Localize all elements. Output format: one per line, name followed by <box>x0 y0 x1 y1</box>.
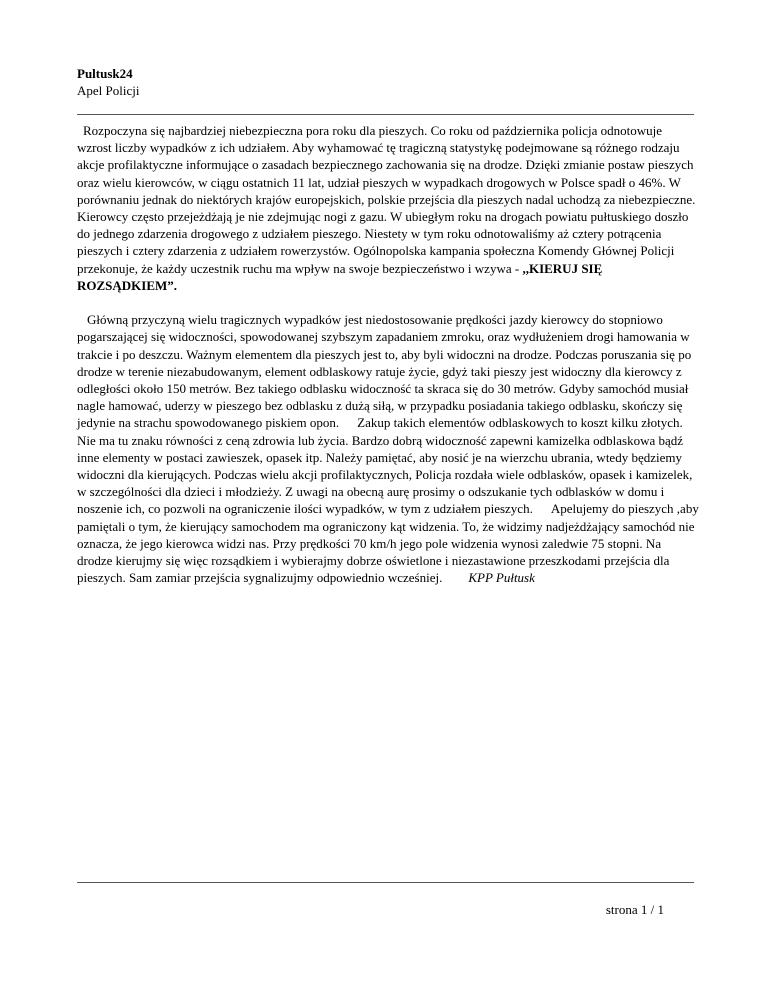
article-subtitle: Apel Policji <box>77 83 140 98</box>
site-name: Pultusk24 <box>77 66 133 81</box>
campaign-slogan: ,,KIERUJ SIĘ ROZSĄDKIEM”. <box>77 260 603 293</box>
paragraph-2-part-3: Apelujemy do pieszych ,aby pamiętali o tym, że kierujący samochodem ma ograniczony kąt widzenia. To, że widzimy nadjeżdżający samochód nie oznacza, że jego kierowca widzi nas. Przy prędkości 70 km/h jego pole widzenia wynosi zaledwie 75 stopni. Na drodze kierujmy się więc rozsądkiem i wybierajmy dobrze oświetlone i niezastawione przeszkodami przejścia dla pieszych. Sam zamiar przejścia sygnalizujmy odpowiednio wcześniej. <box>77 501 699 586</box>
header-divider <box>77 114 694 115</box>
article-body <box>77 122 699 586</box>
paragraph-2-part-2: Zakup takich elementów odblaskowych to koszt kilku złotych. Nie ma tu znaku równości z ceną zdrowia lub życia. Bardzo dobrą widoczność zapewni kamizelka odblaskowa bądź inne elementy w postaci zawieszek, opasek itp. Należy pamiętać, aby nosić je na wierzchu ubrania, wtedy będziemy widoczni dla kierujących. Podczas wielu akcji profilaktycznych, Policja rozdała wiele odblasków, opasek i kamizelek, w szczególności dla dzieci i młodzieży. Z uwagi na obecną aurę prosimy o odszukanie tych odblasków w domu i noszenie ich, co pozwoli na ograniczenie ilości wypadków, w tym z udziałem pieszych. <box>77 415 693 517</box>
paragraph-1-text: Rozpoczyna się najbardziej niebezpieczna pora roku dla pieszych. Co roku od października policja odnotowuje wzrost liczby wypadków z ich udziałem. Aby wyhamować tę tragiczną statystykę podejmowane są różnego rodzaju akcje profilaktyczne informujące o zasadach bezpiecznego zachowania się na drodze. Dzięki zmianie postaw pieszych oraz wielu kierowców, w ciągu ostatnich 11 lat, udział pieszych w wypadkach drogowych w Polsce spadł o 46%. W porównaniu jednak do niektórych krajów europejskich, polskie przejścia dla pieszych nadal uchodzą za niebezpieczne. Kierowcy często przejeżdżają je nie zdejmując nogi z gazu. W ubiegłym roku na drogach powiatu pułtuskiego doszło do jednego zdarzenia drogowego z udziałem pieszego. Niestety w tym roku odnotowaliśmy aż cztery potrącenia pieszych i cztery zdarzenia z udziałem rowerzystów. Ogólnopolska kampania społeczna Komendy Głównej Policji przekonuje, że każdy uczestnik ruchu ma wpływ na swoje bezpieczeństwo i wzywa - <box>77 123 696 276</box>
paragraph-2-part-1: Główną przyczyną wielu tragicznych wypadków jest niedostosowanie prędkości jazdy kierowcy do stopniowo pogarszającej się widoczności, spowodowanej szybszym zapadaniem zmroku, oraz wydłużeniem drogi hamowania w trakcie i po deszczu. Ważnym elementem dla pieszych jest to, aby byli widoczni na drodze. Podczas poruszania się po drodze w terenie niezabudowanym, element odblaskowy ratuje życie, gdyż taki pieszy jest widoczny dla kierowcy z odległości około 150 metrów. Bez takiego odblasku widoczność ta skraca się do 30 metrów. Gdyby samochód musiał nagle hamować, uderzy w pieszego bez odblasku z dużą siłą, w przypadku posiadania takiego odblasku, skończy się jedynie na strachu spowodowanego piskiem opon. <box>77 312 692 431</box>
article-paragraph-2 <box>77 311 699 586</box>
page-number: strona 1 / 1 <box>605 902 664 917</box>
article-signature: KPP Pułtusk <box>468 570 535 586</box>
footer-divider <box>77 882 694 883</box>
article-paragraph-1 <box>77 122 699 294</box>
